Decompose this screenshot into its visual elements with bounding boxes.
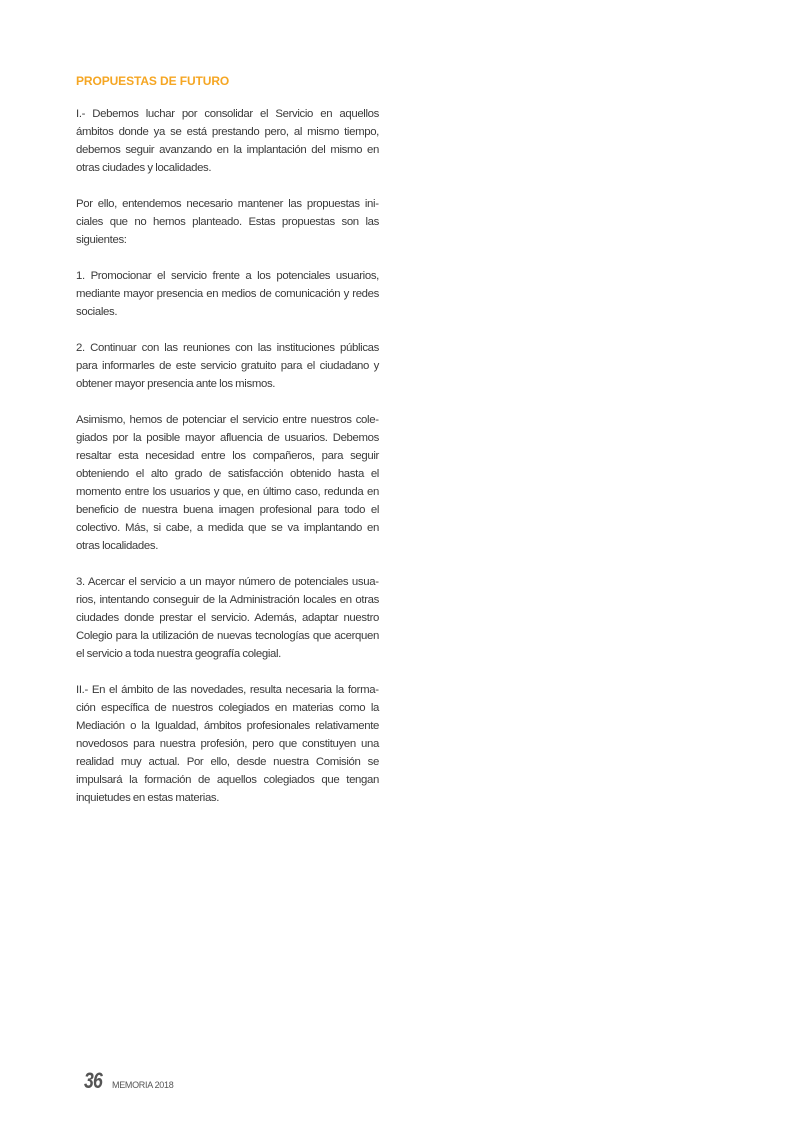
page-footer <box>84 1068 173 1098</box>
text-column <box>76 74 379 825</box>
paragraph-4: 2. Continuar con las reuniones con las instituciones públicas para informarles de este servicio gratuito para el ciudadano y obtener mayor presencia ante los mismos. <box>76 342 379 390</box>
paragraph-1: I.- Debemos luchar por consolidar el Servicio en aquellos ámbitos donde ya se está prestando pero, al mismo tiempo, debemos seguir avanzando en la implantación del mismo en otras ciudades y localidades. <box>76 108 379 174</box>
footer-label: MEMORIA 2018 <box>112 1080 174 1090</box>
paragraph-6: 3. Acercar el servicio a un mayor número de potenciales usuarios, intentando conseguir de la Administración locales en otras ciudades donde prestar el servicio. Además, adaptar nuestro Colegio para la utilización de nuevas tecnologías que acerquen el servicio a toda nuestra geografía colegial. <box>76 576 379 660</box>
paragraph-2: Por ello, entendemos necesario mantener las propuestas iniciales que no hemos planteado. Estas propuestas son las siguientes: <box>76 198 379 246</box>
section-heading: PROPUESTAS DE FUTURO <box>76 74 230 88</box>
paragraph-3: 1. Promocionar el servicio frente a los potenciales usuarios, mediante mayor presencia en medios de comunicación y redes sociales. <box>76 270 379 318</box>
paragraph-5: Asimismo, hemos de potenciar el servicio entre nuestros colegiados por la posible mayor afluencia de usuarios. Debemos resaltar esta necesidad entre los compañeros, para seguir obteniendo el alto grado de satisfacción obtenido hasta el momento entre los usuarios y que, en último caso, redunda en beneficio de nuestra buena imagen profesional para todo el colectivo. Más, si cabe, a medida que se va implantando en otras localidades. <box>76 414 379 552</box>
page-number: 36 <box>84 1068 102 1093</box>
paragraph-7: II.- En el ámbito de las novedades, resulta necesaria la formación específica de nuestros colegiados en materias como la Mediación o la Igualdad, ámbitos profesionales relativamente novedosos para nuestra profesión, pero que constituyen una realidad muy actual. Por ello, desde nuestra Comisión se impulsará la formación de aquellos colegiados que tengan inquietudes en estas materias. <box>76 684 379 804</box>
